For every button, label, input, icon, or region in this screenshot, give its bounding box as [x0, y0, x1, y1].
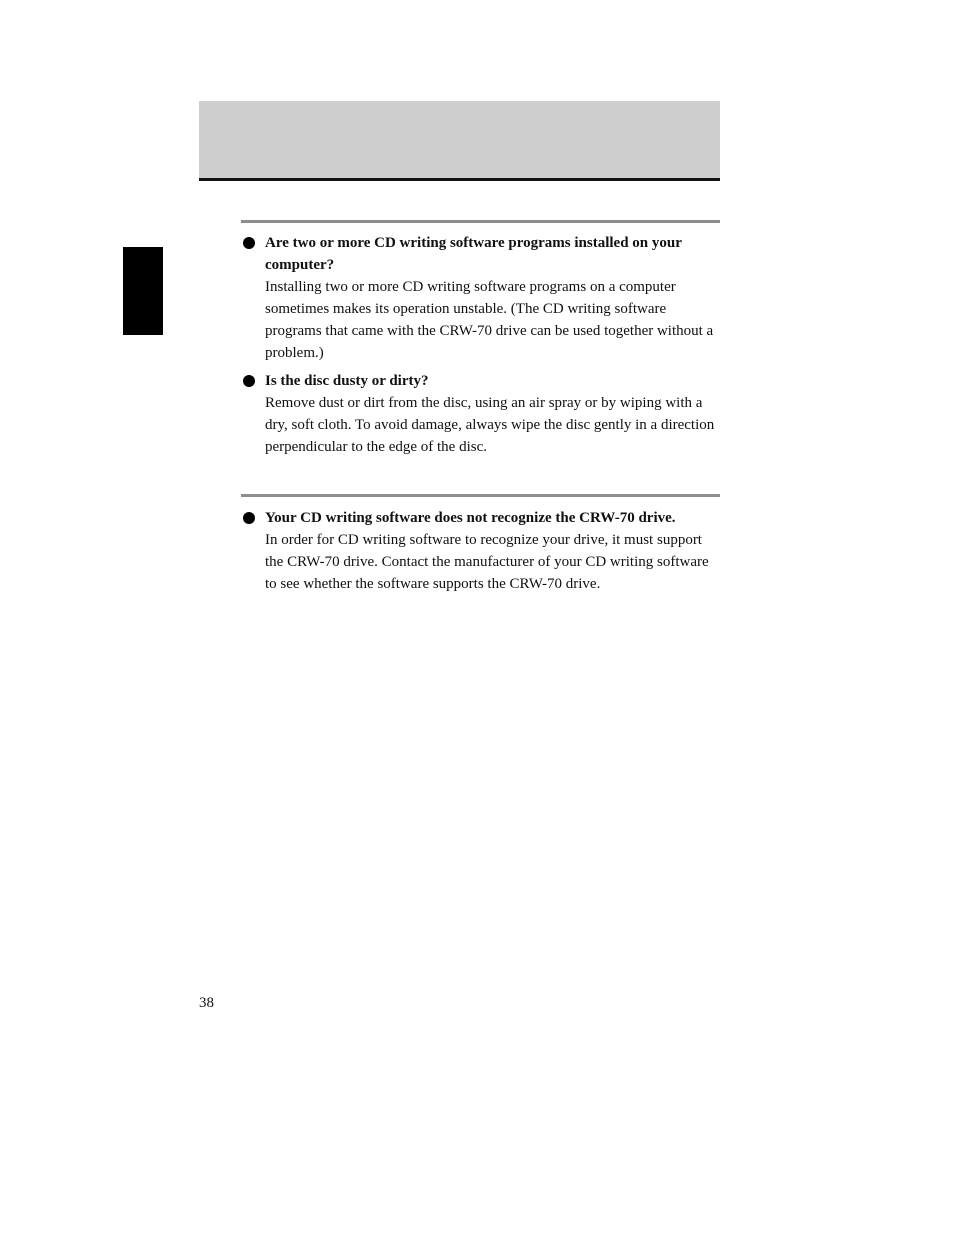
item-question: Is the disc dusty or dirty? [265, 373, 429, 389]
section-divider [241, 220, 720, 223]
chapter-header-band [199, 101, 720, 181]
item-question: Your CD writing software does not recognize the CRW-70 drive. [265, 510, 676, 526]
checklist-item [241, 370, 720, 458]
bullet-icon [243, 237, 255, 249]
checklist-item [241, 507, 720, 595]
troubleshooting-section-2 [241, 494, 720, 595]
item-question: Are two or more CD writing software programs installed on your computer? [265, 235, 682, 273]
checklist-item [241, 232, 720, 364]
bullet-icon [243, 375, 255, 387]
troubleshooting-section-1 [241, 220, 720, 458]
item-answer: Remove dust or dirt from the disc, using an air spray or by wiping with a dry, soft cloth. To avoid damage, always wipe the disc gently in a direction perpendicular to the edge of the disc. [265, 395, 715, 455]
page-number: 38 [199, 995, 214, 1011]
chapter-side-tab [123, 247, 163, 335]
bullet-icon [243, 512, 255, 524]
section-divider [241, 494, 720, 497]
item-answer: In order for CD writing software to recognize your drive, it must support the CRW-70 drive. Contact the manufacturer of your CD writing software to see whether the software supports the CRW-70 drive. [265, 532, 709, 592]
item-answer: Installing two or more CD writing software programs on a computer sometimes makes its operation unstable. (The CD writing software programs that came with the CRW-70 drive can be used together without a problem.) [265, 279, 714, 361]
